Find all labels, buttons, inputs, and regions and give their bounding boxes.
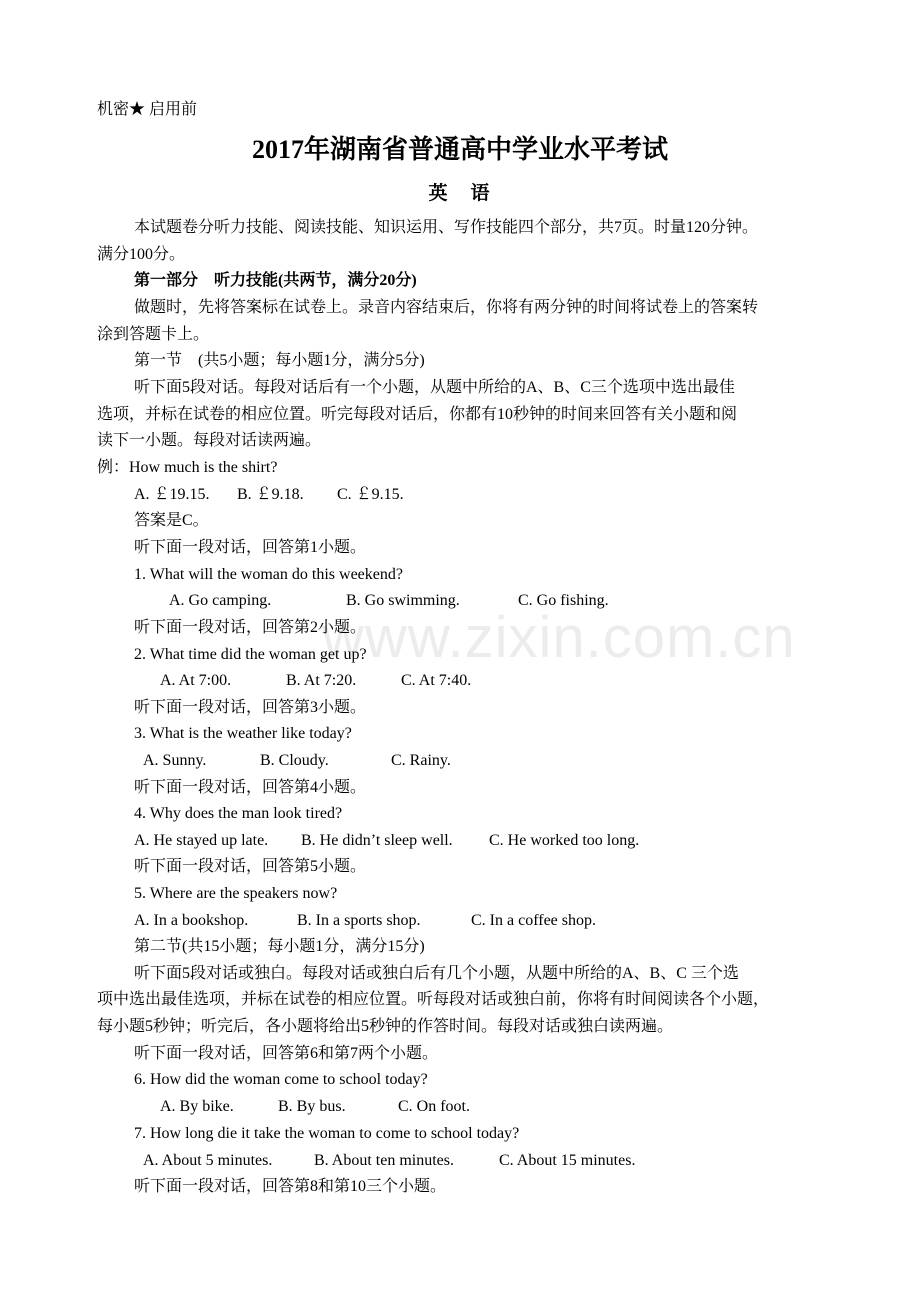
confidential-label: 机密★ 启用前 [97,101,198,118]
question-prompt: 听下面一段对话，回答第1小题。 [134,539,367,556]
option-a: A. Go camping. [169,592,272,609]
option-c: C. Rainy. [391,752,451,769]
section1-instruction-1: 听下面5段对话。每段对话后有一个小题，从题中所给的A、B、C三个选项中选出最佳 [134,379,735,396]
subject-title: 英 语 [428,183,492,204]
watermark: www.zixin.com.cn [322,605,796,670]
question-text: 3. What is the weather like today? [134,725,352,742]
intro-line-1: 本试题卷分听力技能、阅读技能、知识运用、写作技能四个部分，共7页。时量120分钟。 [134,219,759,236]
question-text: 2. What time did the woman get up? [134,646,367,663]
section2-instruction-1: 听下面5段对话或独白。每段对话或独白后有几个小题，从题中所给的A、B、C 三个选 [134,965,739,982]
question-text: 5. Where are the speakers now? [134,885,338,902]
section1-heading: 第一节 (共5小题；每小题1分，满分5分) [134,352,425,369]
option-c: C. In a coffee shop. [471,912,596,929]
option-c: C. At 7:40. [401,672,472,689]
question-prompt: 听下面一段对话，回答第4小题。 [134,779,367,796]
option-c: C. On foot. [398,1098,470,1115]
intro-line-2: 满分100分。 [97,246,186,263]
option-c: C. About 15 minutes. [499,1152,636,1169]
question-prompt: 听下面一段对话，回答第6和第7两个小题。 [134,1045,439,1062]
option-b: B. He didn’t sleep well. [301,832,453,849]
section2-instruction-3: 每小题5秒钟；听完后，各小题将给出5秒钟的作答时间。每段对话或独白读两遍。 [97,1018,674,1035]
option-b: B. By bus. [278,1098,346,1115]
option-a: A. He stayed up late. [134,832,269,849]
option-c: C. ￡9.15. [337,486,404,503]
part1-heading: 第一部分 听力技能(共两节，满分20分) [134,272,417,289]
option-c: C. Go fishing. [518,592,609,609]
option-b: B. Go swimming. [346,592,460,609]
question-text: 7. How long die it take the woman to come to school today? [134,1125,520,1142]
example-question: 例：How much is the shirt? [97,459,278,476]
question-prompt: 听下面一段对话，回答第3小题。 [134,699,367,716]
option-b: B. ￡9.18. [237,486,304,503]
option-a: A. By bike. [160,1098,234,1115]
option-b: B. At 7:20. [286,672,357,689]
exam-title: 2017年湖南省普通高中学业水平考试 [251,135,668,164]
option-a: A. In a bookshop. [134,912,249,929]
question-prompt: 听下面一段对话，回答第8和第10三个小题。 [134,1178,447,1195]
question-text: 4. Why does the man look tired? [134,805,343,822]
question-text: 1. What will the woman do this weekend? [134,566,403,583]
option-a: A. About 5 minutes. [143,1152,273,1169]
option-c: C. He worked too long. [489,832,640,849]
section1-instruction-2: 选项，并标在试卷的相应位置。听完每段对话后，你都有10秒钟的时间来回答有关小题和阅 [97,406,738,423]
question-prompt: 听下面一段对话，回答第2小题。 [134,619,367,636]
section2-heading: 第二节(共15小题；每小题1分，满分15分) [134,938,425,955]
option-a: A. Sunny. [143,752,207,769]
section2-instruction-2: 项中选出最佳选项，并标在试卷的相应位置。听每段对话或独白前，你将有时间阅读各个小题， [97,991,770,1008]
example-answer: 答案是C。 [134,512,209,529]
option-a: A. ￡19.15. [134,486,210,503]
option-b: B. In a sports shop. [297,912,421,929]
part1-instruction-2: 涂到答题卡上。 [97,326,210,343]
part1-instruction-1: 做题时，先将答案标在试卷上。录音内容结束后，你将有两分钟的时间将试卷上的答案转 [134,299,759,316]
option-b: B. About ten minutes. [314,1152,454,1169]
question-text: 6. How did the woman come to school today? [134,1071,428,1088]
question-prompt: 听下面一段对话，回答第5小题。 [134,858,367,875]
section1-instruction-3: 读下一小题。每段对话读两遍。 [97,432,322,449]
option-a: A. At 7:00. [160,672,232,689]
option-b: B. Cloudy. [260,752,329,769]
